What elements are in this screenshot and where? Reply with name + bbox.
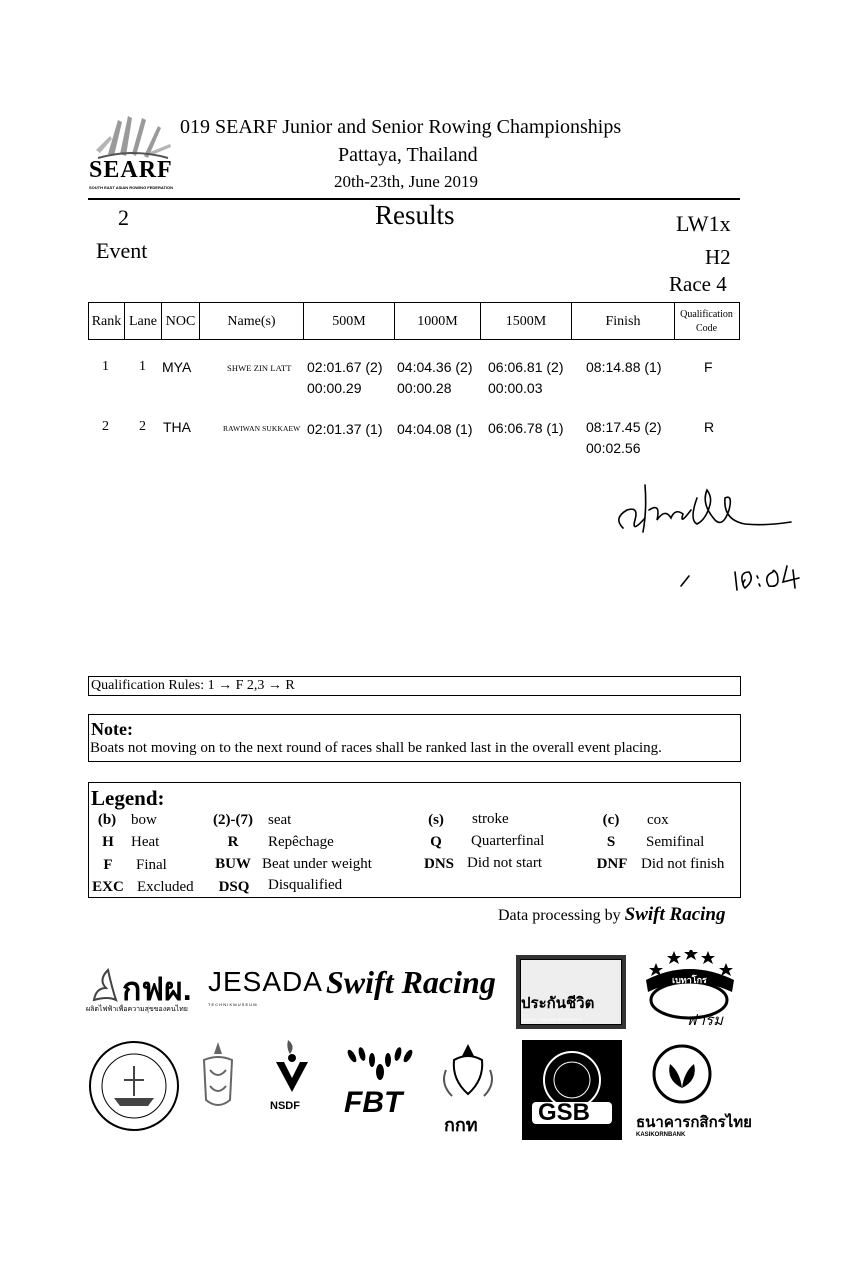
qualification-code: R (704, 419, 715, 435)
legend-code: (c) (602, 812, 620, 828)
sponsor-kasikorn (634, 1044, 752, 1144)
legend-desc: cox (647, 812, 669, 828)
legend-desc: Beat under weight (262, 856, 372, 872)
legend-desc: Did not start (467, 855, 542, 871)
muang-thai-subtext: MUANG THAI LIFE ASSURANCE (522, 1017, 583, 1022)
event-label: Event (96, 238, 148, 263)
championship-title: 019 SEARF Junior and Senior Rowing Championships (180, 116, 622, 138)
split-500m-diff: 00:00.29 (307, 380, 362, 396)
results-table-header (88, 302, 740, 340)
legend-code: F (103, 857, 113, 873)
muang-thai-text: ประกันชีวิต (521, 995, 595, 1012)
sponsor-fbt (338, 1046, 422, 1124)
legend-code: Q (430, 834, 442, 850)
legend-desc: Quarterfinal (471, 833, 545, 849)
col-noc: NOC (162, 303, 200, 339)
boat-class: LW1x (676, 211, 731, 236)
race-label: Race 4 (669, 272, 727, 296)
athlete-name: RAWIWAN SUKKAEW (223, 424, 301, 433)
sponsor-emblem-ministry (190, 1040, 246, 1120)
legend-title: Legend: (91, 786, 165, 810)
split-1500m-diff: 00:00.03 (488, 380, 543, 396)
legend-desc: Heat (131, 834, 160, 850)
finish-time: 08:17.45 (2) (586, 419, 662, 435)
nsdf-text: NSDF (270, 1100, 300, 1112)
betagro-text: เบทาโกร (672, 975, 707, 985)
split-1500m: 06:06.78 (1) (488, 420, 564, 436)
data-processing-brand: Swift Racing (624, 904, 726, 925)
sponsor-muang-thai (516, 955, 626, 1029)
legend-code: S (606, 834, 616, 850)
sponsor-egat (84, 960, 204, 1016)
sponsor-jesada (206, 966, 336, 1016)
col-names: Name(s) (200, 303, 304, 339)
finish-time: 08:14.88 (1) (586, 359, 662, 375)
col-qualification: Qualification (680, 308, 733, 320)
col-finish: Finish (572, 303, 675, 339)
athlete-name: SHWE ZIN LATT (227, 363, 292, 373)
legend-desc: seat (268, 812, 292, 828)
split-1000m: 04:04.08 (1) (397, 421, 473, 437)
egat-subtext: ผลิตไฟฟ้าเพื่อความสุขของคนไทย (86, 1006, 188, 1013)
legend-desc: Semifinal (646, 834, 705, 850)
legend-desc: stroke (472, 811, 509, 827)
noc: MYA (162, 359, 192, 375)
rank: 2 (102, 419, 109, 434)
sponsor-port-authority (88, 1040, 180, 1132)
split-1000m-diff: 00:00.28 (397, 380, 452, 396)
sat-text: กกท (444, 1115, 478, 1135)
split-500m: 02:01.67 (2) (307, 359, 383, 375)
gsb-text: GSB (538, 1099, 591, 1126)
col-rank: Rank (89, 303, 125, 339)
signature-icon (605, 480, 815, 600)
legend-code: EXC (92, 879, 124, 895)
searf-logo-text: SEARF (89, 157, 173, 183)
nsdf-torch-icon (262, 1036, 322, 1106)
kasikorn-leaf-icon (652, 1044, 712, 1104)
lane: 1 (139, 359, 146, 374)
col-1000m: 1000M (395, 303, 481, 339)
kasikorn-subtext: KASIKORNBANK (636, 1132, 686, 1138)
sponsor-nsdf (262, 1036, 322, 1128)
lane: 2 (139, 419, 146, 434)
note-text: Boats not moving on to the next round of races shall be ranked last in the overall event placing. (90, 740, 662, 756)
data-processing-prefix: Data processing by (498, 907, 621, 924)
legend-desc: Final (136, 857, 167, 873)
finish-diff: 00:02.56 (586, 440, 641, 456)
rank: 1 (102, 359, 109, 374)
fbt-text: FBT (344, 1086, 403, 1119)
legend-code: H (102, 834, 114, 850)
legend-code: DNF (596, 856, 628, 872)
legend-code: (b) (97, 812, 117, 828)
note-title: Note: (91, 719, 133, 739)
legend-desc: bow (131, 812, 157, 828)
sponsor-gsb (522, 1040, 622, 1140)
col-1500m: 1500M (481, 303, 572, 339)
heat-code: H2 (705, 245, 731, 269)
egat-text: กฟผ. (122, 971, 192, 1007)
col-500m: 500M (304, 303, 395, 339)
qualification-code: F (704, 359, 713, 375)
jesada-subtext: T E C H N I K M U S E U M (208, 1002, 257, 1007)
results-title: Results (375, 200, 455, 230)
legend-code: DNS (423, 856, 454, 872)
ministry-emblem-icon (190, 1040, 246, 1120)
col-lane: Lane (125, 303, 162, 339)
swift-racing-text: Swift Racing (326, 964, 496, 1000)
data-processing-credit (498, 904, 725, 926)
dates: 20th-23th, June 2019 (334, 172, 479, 191)
split-1500m: 06:06.81 (2) (488, 359, 564, 375)
betagro-subtext: ฟาร์ม (686, 1013, 723, 1029)
col-code: Code (695, 322, 718, 334)
searf-logo-subtext: SOUTH EAST ASIAN ROWING FEDERATION (89, 185, 173, 190)
legend-code: BUW (215, 856, 251, 872)
legend-code: R (227, 834, 239, 850)
kasikorn-text: ธนาคารกสิกรไทย (636, 1114, 752, 1131)
sponsor-sat (432, 1040, 504, 1136)
split-500m: 02:01.37 (1) (307, 421, 383, 437)
handwritten-signature (605, 480, 815, 600)
col-qualification-code (675, 303, 738, 339)
port-authority-seal-icon (88, 1040, 180, 1132)
event-number: 2 (118, 205, 129, 230)
venue: Pattaya, Thailand (338, 144, 478, 166)
legend-code: (s) (428, 812, 444, 828)
sat-emblem-icon (432, 1040, 504, 1110)
sponsor-swift-racing (326, 962, 506, 1012)
legend-desc: Did not finish (641, 856, 725, 872)
sponsor-betagro (634, 950, 744, 1030)
fbt-laurel-icon (338, 1046, 422, 1086)
jesada-text: JESADA (208, 966, 323, 997)
qualification-rules: Qualification Rules: 1 → F 2,3 → R (88, 676, 741, 696)
legend-desc: Repêchage (268, 834, 334, 850)
split-1000m: 04:04.36 (2) (397, 359, 473, 375)
legend-code: (2)-(7) (213, 812, 253, 828)
legend-code: DSQ (218, 879, 250, 895)
legend-desc: Excluded (137, 879, 194, 895)
legend-desc: Disqualified (268, 877, 343, 893)
noc: THA (163, 419, 191, 435)
